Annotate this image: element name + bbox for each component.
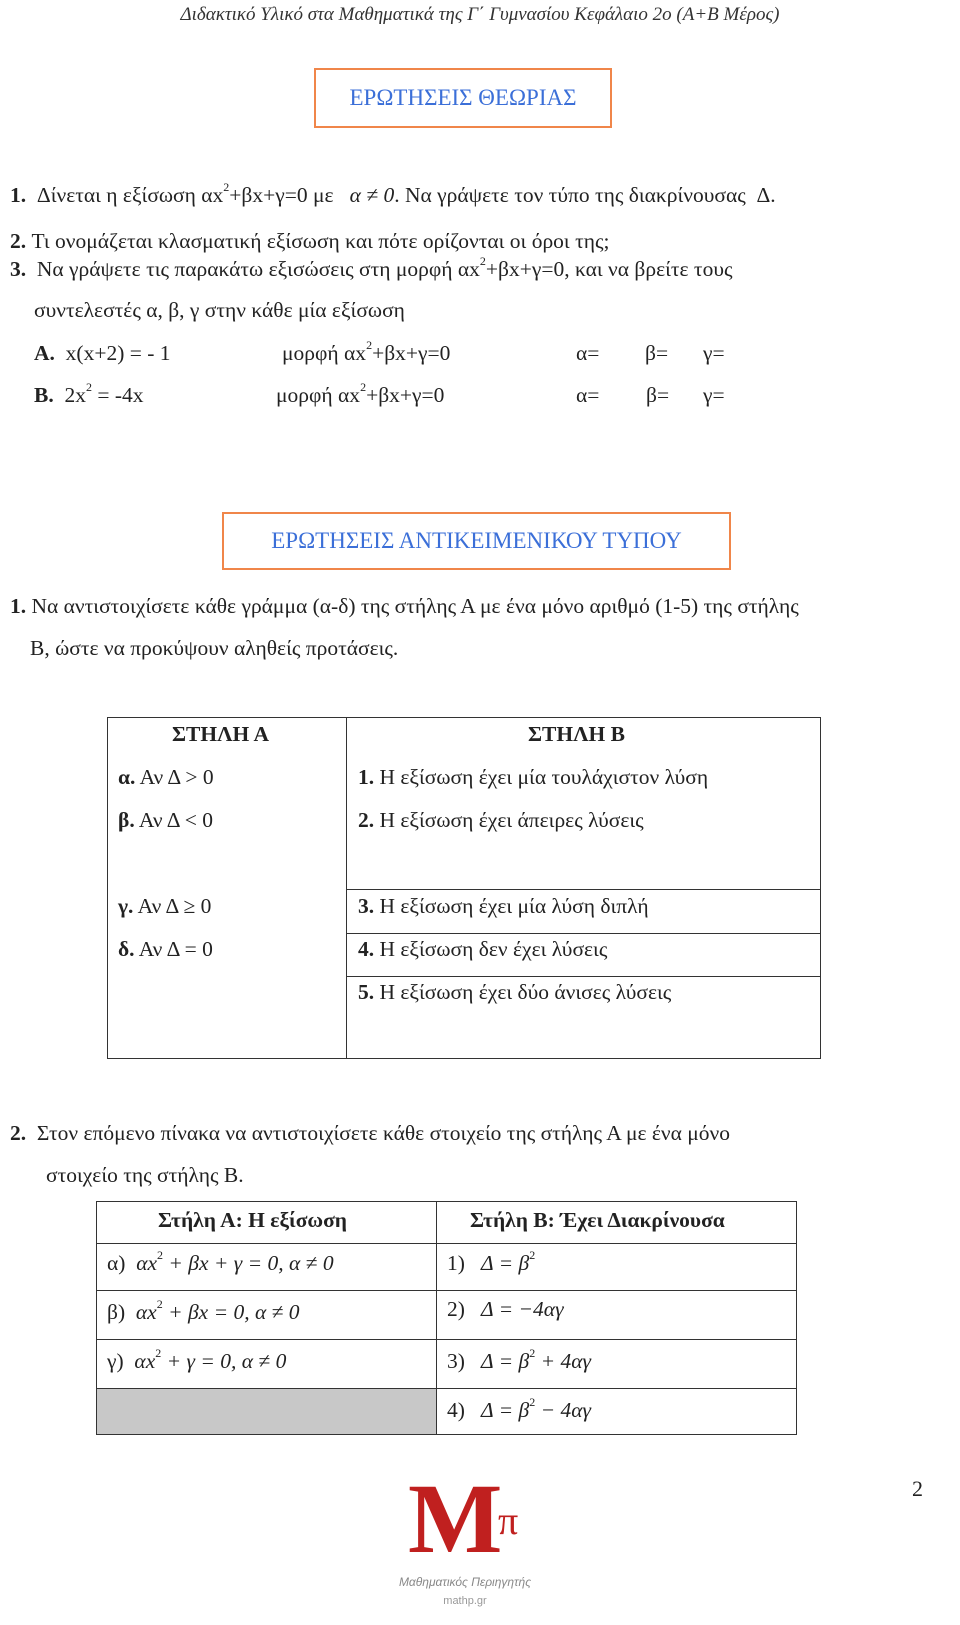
- exponent: 2: [529, 1248, 536, 1262]
- row-text: Αν Δ = 0: [138, 937, 213, 961]
- math-expression: − 4αγ: [535, 1398, 592, 1422]
- row-label: δ.: [118, 937, 135, 961]
- table1-row-c: [118, 894, 211, 919]
- theory-question-3: [10, 254, 733, 282]
- form-text: +βx+γ=0: [366, 383, 445, 407]
- exponent: 2: [529, 1395, 536, 1409]
- table1-row-4: [358, 937, 607, 962]
- alpha-blank-b: α=: [576, 383, 600, 407]
- row-label: α.: [118, 765, 136, 789]
- row-text: Η εξίσωση έχει μία λύση διπλή: [379, 894, 649, 918]
- equation: x(x+2) = - 1: [65, 341, 171, 365]
- table1-row-3: [358, 894, 649, 919]
- equation: = -4x: [91, 383, 144, 407]
- subquestion-label: Α.: [34, 341, 55, 365]
- table1-row-1: [358, 765, 708, 790]
- exponent: 2: [366, 338, 373, 352]
- logo-letter-pi: π: [498, 1498, 519, 1543]
- row-divider: [97, 1388, 796, 1389]
- math-expression: + βx = 0, α ≠ 0: [162, 1300, 300, 1324]
- math-expression: Δ = β: [481, 1251, 530, 1275]
- row-divider: [97, 1290, 796, 1291]
- math-condition: α ≠ 0: [349, 183, 395, 207]
- row-label: γ.: [118, 894, 134, 918]
- beta-blank-b: β=: [646, 383, 670, 407]
- row-divider: [97, 1339, 796, 1340]
- table2-row-3: [447, 1346, 592, 1374]
- question-text: Δ.: [756, 183, 776, 207]
- question-text: Στον επόμενο πίνακα να αντιστοιχίσετε κάθε στοιχείο της στήλης Α με ένα μόνο: [36, 1121, 731, 1145]
- table2-row-b: [107, 1297, 300, 1325]
- row-divider: [346, 933, 820, 934]
- alpha-blank-a: α=: [576, 341, 600, 365]
- gamma-blank-a: γ=: [703, 341, 725, 365]
- table1-header-b: ΣΤΗΛΗ Β: [528, 722, 625, 746]
- row-label: 3): [447, 1349, 465, 1373]
- row-label: 2.: [358, 808, 375, 832]
- table2-row-c: [107, 1346, 287, 1374]
- exponent: 2: [85, 380, 92, 394]
- row-text: Αν Δ > 0: [139, 765, 214, 789]
- footer-logo: [370, 1463, 560, 1625]
- exponent: 2: [155, 1346, 162, 1360]
- matching-table-2: [96, 1201, 797, 1435]
- question-number: 3.: [10, 257, 27, 281]
- row-divider: [346, 976, 820, 977]
- question-number: 2.: [10, 1121, 27, 1145]
- row-divider: [346, 889, 820, 890]
- section-title-objective-text: ΕΡΩΤΗΣΕΙΣ ΑΝΤΙΚΕΙΜΕΝΙΚΟΥ ΤΥΠΟΥ: [271, 528, 682, 553]
- question-number: 1.: [10, 594, 27, 618]
- question-text: Δίνεται η εξίσωση αx: [36, 183, 224, 207]
- row-label: 3.: [358, 894, 375, 918]
- table2-row-4: [447, 1395, 592, 1423]
- math-expression: Δ = −4αγ: [481, 1297, 564, 1321]
- math-expression: αx: [134, 1349, 156, 1373]
- exponent: 2: [529, 1346, 536, 1360]
- subquestion-label: Β.: [34, 383, 54, 407]
- page-number: 2: [912, 1476, 923, 1501]
- running-header: Διδακτικό Υλικό στα Μαθηματικά της Γ΄ Γυμνασίου Κεφάλαιο 2ο (Α+Β Μέρος): [180, 4, 780, 25]
- row-text: Η εξίσωση δεν έχει λύσεις: [374, 937, 608, 961]
- column-divider: [436, 1202, 437, 1434]
- section-title-theory: [314, 68, 612, 128]
- beta-blank-a: β=: [645, 341, 669, 365]
- form-text: μορφή αx: [282, 341, 367, 365]
- column-divider: [346, 718, 347, 1058]
- table1-row-2: [358, 808, 644, 833]
- row-text: Η εξίσωση έχει δύο άνισες λύσεις: [379, 980, 672, 1004]
- row-label: 5.: [358, 980, 375, 1004]
- exponent: 2: [156, 1297, 163, 1311]
- exponent: 2: [157, 1248, 164, 1262]
- question-number: 1.: [10, 183, 27, 207]
- exponent: 2: [360, 380, 367, 394]
- table1-row-d: [118, 937, 213, 962]
- question-text: . Να γράψετε τον τύπο της διακρίνουσας: [394, 183, 746, 207]
- row-label: β): [107, 1300, 126, 1324]
- table2-header-b: Στήλη Β: Έχει Διακρίνουσα: [470, 1208, 725, 1232]
- matching-table-1: [107, 717, 821, 1059]
- form-b: [276, 380, 445, 408]
- objective-question-2-line2: στοιχείο της στήλης Β.: [46, 1163, 244, 1187]
- question-text: +βx+γ=0 με: [229, 183, 334, 207]
- row-label: 4): [447, 1398, 465, 1422]
- table2-row-a: [107, 1248, 334, 1276]
- table2-row-2: [447, 1297, 564, 1322]
- table1-row-b: [118, 808, 213, 833]
- objective-question-2: [10, 1121, 730, 1146]
- math-expression: Δ = β: [481, 1349, 530, 1373]
- math-expression: Δ = β: [481, 1398, 530, 1422]
- row-label: 2): [447, 1297, 465, 1321]
- objective-question-1-line2: Β, ώστε να προκύψουν αληθείς προτάσεις.: [30, 636, 399, 660]
- row-text: Η εξίσωση έχει μία τουλάχιστον λύση: [379, 765, 709, 789]
- question-number: 2.: [10, 229, 27, 253]
- math-expression: + 4αγ: [535, 1349, 592, 1373]
- form-a: [282, 338, 451, 366]
- row-text: Αν Δ ≥ 0: [137, 894, 212, 918]
- subquestion-b: [34, 380, 144, 408]
- theory-question-2: [10, 229, 609, 254]
- subquestion-a: [34, 341, 171, 366]
- table1-row-5: [358, 980, 671, 1005]
- exponent: 2: [223, 180, 230, 194]
- objective-question-1: [10, 594, 799, 619]
- theory-question-3-line2: συντελεστές α, β, γ στην κάθε μία εξίσωση: [34, 298, 405, 322]
- section-title-theory-text: ΕΡΩΤΗΣΕΙΣ ΘΕΩΡΙΑΣ: [349, 85, 577, 110]
- logo-letter-m: Μ: [408, 1463, 503, 1574]
- row-label: 1): [447, 1251, 465, 1275]
- row-label: α): [107, 1251, 126, 1275]
- math-expression: αx: [135, 1300, 157, 1324]
- gamma-blank-b: γ=: [703, 383, 725, 407]
- question-text: Να γράψετε τις παρακάτω εξισώσεις στη μορφή αx: [36, 257, 480, 281]
- table2-header-a: Στήλη Α: Η εξίσωση: [158, 1208, 348, 1232]
- shaded-empty-cell: [97, 1388, 436, 1434]
- question-text: Τι ονομάζεται κλασματική εξίσωση και πότε ορίζονται οι όροι της;: [31, 229, 610, 253]
- equation: 2x: [64, 383, 86, 407]
- question-text: Να αντιστοιχίσετε κάθε γράμμα (α-δ) της στήλης Α με ένα μόνο αριθμό (1-5) της στήλης: [31, 594, 799, 618]
- row-label: γ): [107, 1349, 124, 1373]
- exponent: 2: [479, 254, 486, 268]
- logo-url: mathp.gr: [443, 1595, 487, 1607]
- table2-row-1: [447, 1248, 536, 1276]
- theory-question-1: [10, 180, 776, 208]
- row-divider: [97, 1243, 796, 1244]
- math-expression: + βx + γ = 0, α ≠ 0: [163, 1251, 334, 1275]
- math-expression: + γ = 0, α ≠ 0: [161, 1349, 287, 1373]
- row-label: β.: [118, 808, 135, 832]
- table1-row-a: [118, 765, 214, 790]
- row-text: Η εξίσωση έχει άπειρες λύσεις: [379, 808, 644, 832]
- form-text: +βx+γ=0: [372, 341, 451, 365]
- table1-header-a: ΣΤΗΛΗ Α: [172, 722, 269, 746]
- math-expression: αx: [136, 1251, 158, 1275]
- section-title-objective: [222, 512, 731, 570]
- row-label: 1.: [358, 765, 375, 789]
- logo-caption: Μαθηματικός Περιηγητής: [398, 1575, 532, 1589]
- form-text: μορφή αx: [276, 383, 361, 407]
- row-label: 4.: [358, 937, 375, 961]
- question-text: +βx+γ=0, και να βρείτε τους: [485, 257, 733, 281]
- row-text: Αν Δ < 0: [138, 808, 214, 832]
